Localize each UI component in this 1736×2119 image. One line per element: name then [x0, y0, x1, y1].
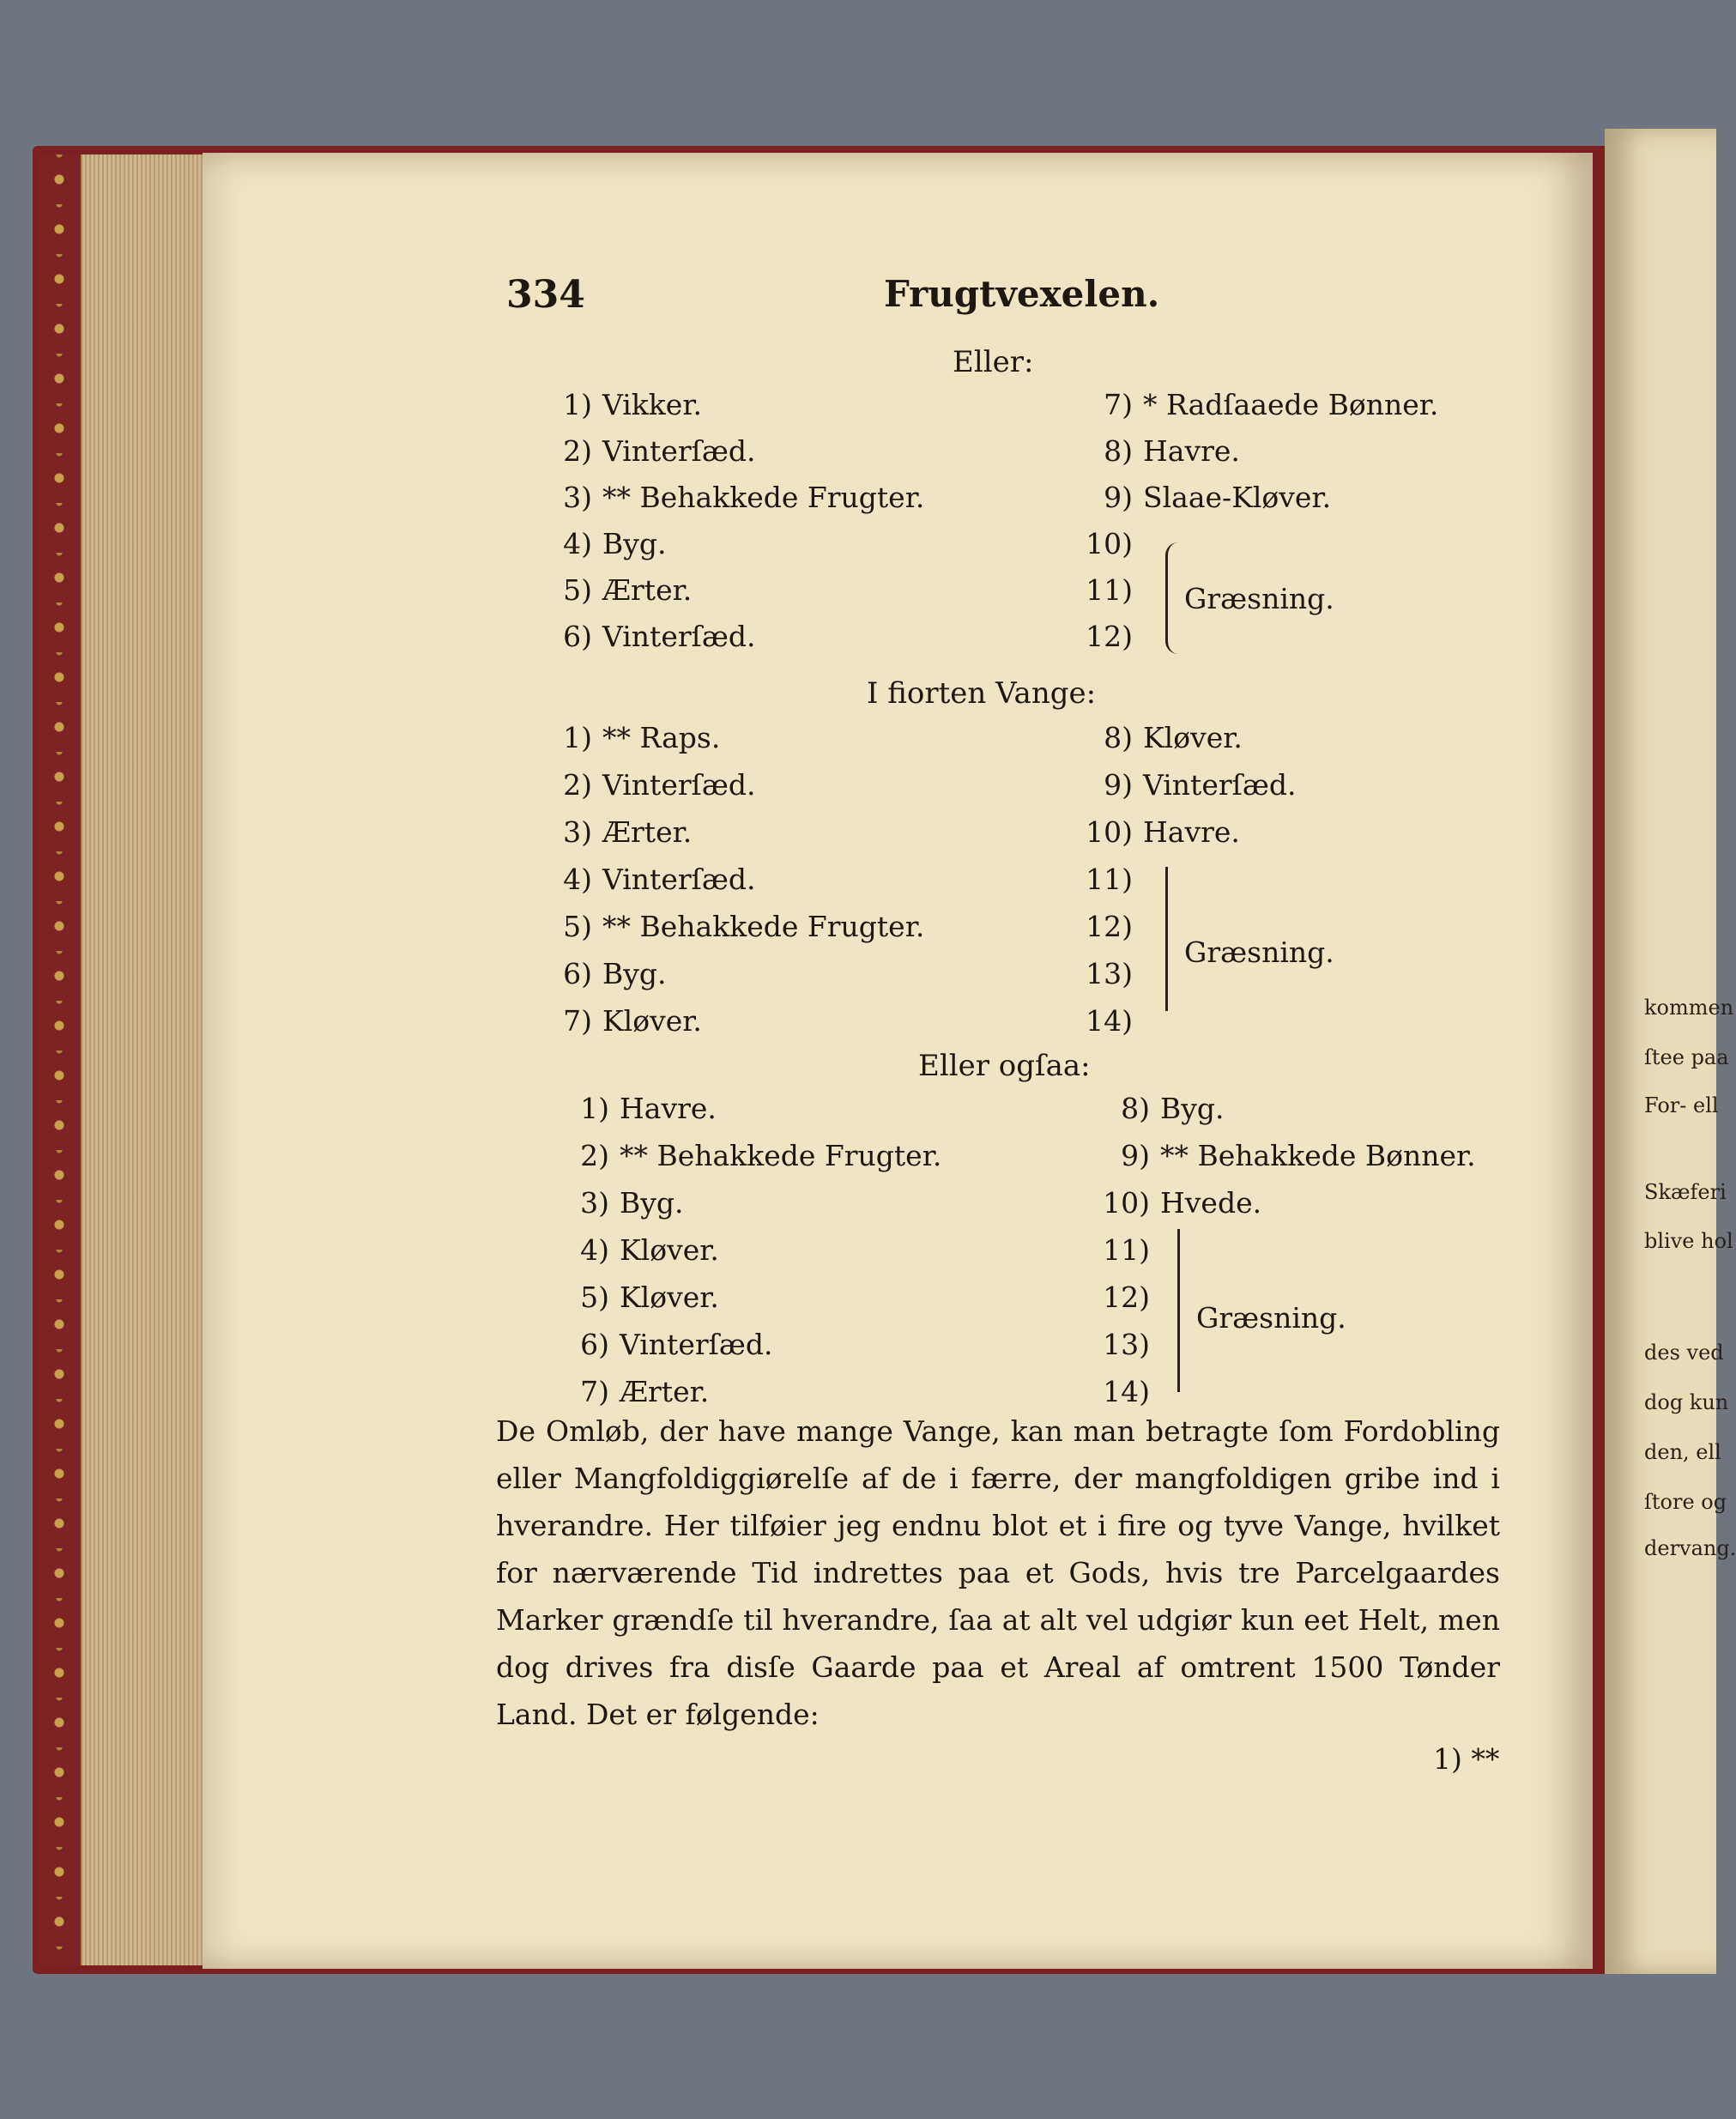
- list-item: [1073, 721, 1243, 754]
- item-number: 7): [1104, 388, 1133, 421]
- item-text: Vikker.: [602, 388, 702, 421]
- list-item: [549, 1092, 717, 1125]
- catchword: 1) **: [1433, 1742, 1500, 1776]
- item-text: Vinterſæd.: [602, 620, 756, 653]
- item-number: 5): [563, 573, 592, 607]
- list-item: [532, 527, 667, 560]
- item-number: 9): [1104, 768, 1133, 802]
- item-text: Slaae-Kløver.: [1143, 481, 1332, 514]
- list-item: [1073, 1004, 1143, 1038]
- list-item: [532, 434, 755, 468]
- item-number: 4): [580, 1233, 609, 1267]
- brace-label: Græsning.: [1184, 582, 1334, 615]
- page-edges: [82, 154, 211, 1965]
- list-item: [1073, 573, 1143, 607]
- section-heading: Eller ogſaa:: [918, 1049, 1091, 1083]
- item-number: 6): [563, 620, 592, 653]
- item-text: ** Behakkede Bønner.: [1160, 1139, 1476, 1172]
- item-number: 7): [563, 1004, 592, 1038]
- running-title: Frugtvexelen.: [884, 273, 1160, 315]
- list-item: [1073, 768, 1296, 802]
- item-number: 8): [1121, 1092, 1150, 1125]
- item-text: Havre.: [1143, 815, 1240, 849]
- gilt-border-ornament: [38, 154, 82, 1965]
- item-number: 14): [1086, 1004, 1133, 1038]
- item-text: Kløver.: [620, 1233, 719, 1267]
- list-item: [1073, 434, 1240, 468]
- facing-page-fragment: blive hol: [1644, 1229, 1733, 1253]
- item-number: 12): [1086, 910, 1133, 943]
- item-number: 8): [1104, 721, 1133, 754]
- brace: [1177, 1229, 1190, 1392]
- item-number: 14): [1103, 1375, 1150, 1408]
- item-number: 6): [563, 957, 592, 990]
- list-item: [549, 1328, 772, 1361]
- item-number: 1): [563, 388, 592, 421]
- item-number: 5): [563, 910, 592, 943]
- item-text: Byg.: [620, 1186, 684, 1220]
- item-number: 12): [1086, 620, 1133, 653]
- list-item: [532, 768, 755, 802]
- list-item: [532, 863, 755, 896]
- item-number: 10): [1086, 527, 1133, 560]
- list-item: [532, 1004, 702, 1038]
- item-text: Vinterſæd.: [620, 1328, 773, 1361]
- item-number: 3): [580, 1186, 609, 1220]
- list-item: [549, 1139, 941, 1172]
- item-number: 8): [1104, 434, 1133, 468]
- list-item: [532, 957, 667, 990]
- list-item: [1073, 815, 1240, 849]
- facing-page: [1605, 129, 1736, 1974]
- item-text: Byg.: [602, 957, 667, 990]
- item-text: Havre.: [620, 1092, 717, 1125]
- list-item: [1073, 620, 1143, 653]
- list-item: [1073, 863, 1143, 896]
- list-item: [532, 815, 692, 849]
- brace: [1165, 867, 1178, 1011]
- facing-page-fragment: dog kun: [1644, 1390, 1729, 1414]
- item-number: 13): [1086, 957, 1133, 990]
- item-text: Ærter.: [602, 815, 693, 849]
- item-text: Vinterſæd.: [1143, 768, 1297, 802]
- item-text: ** Behakkede Frugter.: [602, 481, 925, 514]
- list-item: [1090, 1375, 1160, 1408]
- item-number: 6): [580, 1328, 609, 1361]
- list-item: [1073, 388, 1438, 421]
- list-item: [1090, 1139, 1476, 1172]
- section-heading: Eller:: [953, 345, 1034, 379]
- item-text: * Radſaaede Bønner.: [1143, 388, 1439, 421]
- item-number: 5): [580, 1280, 609, 1314]
- list-item: [1090, 1328, 1160, 1361]
- list-item: [1073, 957, 1143, 990]
- facing-page-fragment: dervang.: [1644, 1536, 1736, 1560]
- item-text: ** Behakkede Frugter.: [620, 1139, 942, 1172]
- item-text: Kløver.: [602, 1004, 702, 1038]
- facing-page-fragment: For- ell: [1644, 1093, 1719, 1117]
- item-number: 10): [1086, 815, 1133, 849]
- list-item: [1090, 1280, 1160, 1314]
- item-number: 10): [1103, 1186, 1150, 1220]
- brace-label: Græsning.: [1184, 935, 1334, 969]
- item-number: 11): [1086, 573, 1133, 607]
- facing-page-fragment: ſtee paa: [1644, 1045, 1729, 1069]
- list-item: [549, 1186, 684, 1220]
- item-text: Ærter.: [620, 1375, 710, 1408]
- list-item: [549, 1233, 719, 1267]
- list-item: [532, 388, 702, 421]
- item-text: Vinterſæd.: [602, 863, 756, 896]
- item-text: ** Raps.: [602, 721, 721, 754]
- item-number: 2): [563, 768, 592, 802]
- item-number: 2): [580, 1139, 609, 1172]
- list-item: [532, 573, 692, 607]
- item-number: 3): [563, 481, 592, 514]
- list-item: [549, 1375, 709, 1408]
- item-text: Kløver.: [620, 1280, 719, 1314]
- list-item: [1073, 527, 1143, 560]
- item-number: 9): [1104, 481, 1133, 514]
- page-number: 334: [506, 273, 585, 317]
- item-text: ** Behakkede Frugter.: [602, 910, 925, 943]
- brace-label: Græsning.: [1196, 1301, 1346, 1335]
- paragraph-text: De Omløb, der have mange Vange, kan man betragte ſom Fordobling eller Mangfoldiggiørelſe af de i færre, der mangfoldigen gribe ind i hverandre. Her tilføier jeg endnu blot et i fire og tyve Vange, hvilket for nærværende Tid indrettes paa et Gods, hvis tre Parcelgaardes Marker grændſe til hverandre, ſaa at alt vel udgiør kun eet Helt, men dog drives fra disſe Gaarde paa et Areal af omtrent 1500 Tønder Land. Det er følgende:: [496, 1414, 1500, 1731]
- item-number: 1): [580, 1092, 609, 1125]
- list-item: [532, 721, 720, 754]
- list-item: [532, 620, 755, 653]
- item-number: 13): [1103, 1328, 1150, 1361]
- item-number: 11): [1103, 1233, 1150, 1267]
- list-item: [1090, 1186, 1261, 1220]
- brace: [1165, 542, 1178, 654]
- item-text: Kløver.: [1143, 721, 1243, 754]
- facing-page-fragment: kommen: [1644, 996, 1734, 1020]
- item-text: Vinterſæd.: [602, 434, 756, 468]
- item-number: 2): [563, 434, 592, 468]
- list-item: [549, 1280, 719, 1314]
- list-item: [532, 910, 924, 943]
- item-text: Vinterſæd.: [602, 768, 756, 802]
- item-text: Byg.: [602, 527, 667, 560]
- facing-page-fragment: ſtore og: [1644, 1490, 1727, 1514]
- item-text: Ærter.: [602, 573, 693, 607]
- item-number: 9): [1121, 1139, 1150, 1172]
- list-item: [1073, 481, 1331, 514]
- item-number: 4): [563, 863, 592, 896]
- item-number: 7): [580, 1375, 609, 1408]
- item-number: 4): [563, 527, 592, 560]
- item-number: 12): [1103, 1280, 1150, 1314]
- item-text: Hvede.: [1160, 1186, 1262, 1220]
- item-text: Havre.: [1143, 434, 1240, 468]
- facing-page-fragment: Skæferi: [1644, 1180, 1727, 1204]
- list-item: [1073, 910, 1143, 943]
- body-paragraph: [496, 1408, 1500, 1738]
- facing-page-fragment: den, ell: [1644, 1440, 1721, 1464]
- section-heading: I fiorten Vange:: [867, 676, 1097, 711]
- item-number: 3): [563, 815, 592, 849]
- list-item: [532, 481, 924, 514]
- list-item: [1090, 1233, 1160, 1267]
- item-number: 11): [1086, 863, 1133, 896]
- item-number: 1): [563, 721, 592, 754]
- facing-page-fragment: des ved: [1644, 1341, 1724, 1365]
- item-text: Byg.: [1160, 1092, 1225, 1125]
- list-item: [1090, 1092, 1225, 1125]
